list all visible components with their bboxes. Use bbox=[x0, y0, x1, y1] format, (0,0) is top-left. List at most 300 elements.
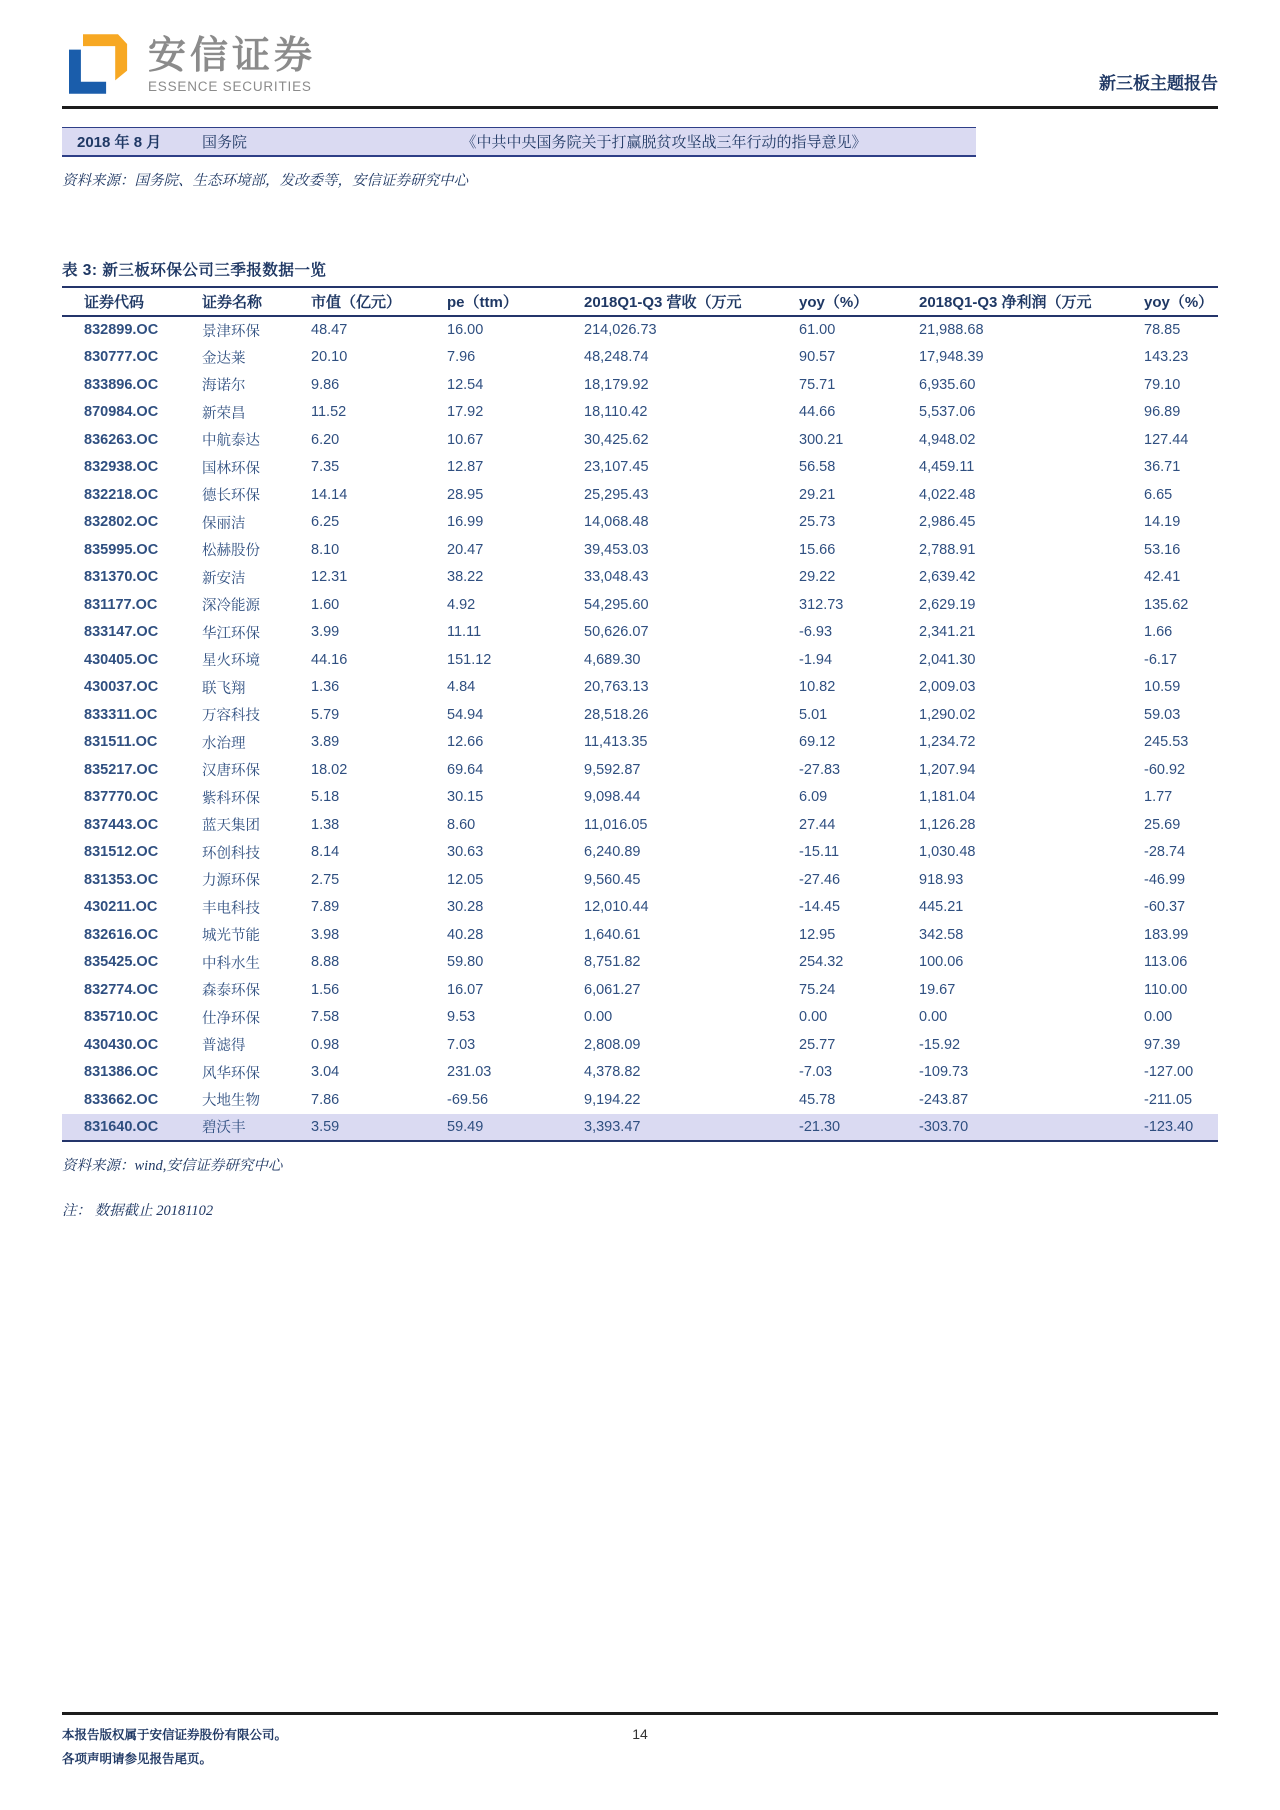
table-cell: 12.87 bbox=[447, 459, 484, 476]
table-cell: 9,560.45 bbox=[584, 871, 641, 888]
table-cell: 245.53 bbox=[1144, 734, 1189, 751]
table-cell: 星火环境 bbox=[202, 653, 260, 670]
table-cell: 新安洁 bbox=[202, 570, 246, 587]
table-cell: 833662.OC bbox=[84, 1091, 159, 1108]
table-cell: 2,808.09 bbox=[584, 1036, 641, 1053]
table-header-cell: 2018Q1-Q3 净利润（万元 bbox=[919, 287, 1144, 316]
table-cell: 1,290.02 bbox=[919, 706, 976, 723]
table-row bbox=[62, 344, 1218, 372]
table-cell: 833896.OC bbox=[84, 376, 159, 393]
table-cell: 54,295.60 bbox=[584, 596, 649, 613]
table-row bbox=[62, 454, 1218, 482]
table-cell: 丰电科技 bbox=[202, 900, 260, 917]
table-cell: 环创科技 bbox=[202, 845, 260, 862]
table-cell: 75.71 bbox=[799, 376, 836, 393]
table-cell: 12.66 bbox=[447, 734, 484, 751]
table-cell: -27.46 bbox=[799, 871, 841, 888]
essence-securities-logo-icon bbox=[62, 30, 132, 100]
table-cell: 0.98 bbox=[311, 1036, 340, 1053]
table-cell: 国林环保 bbox=[202, 460, 260, 477]
table-cell: 430430.OC bbox=[84, 1036, 159, 1053]
table-cell: 28.95 bbox=[447, 486, 484, 503]
table-cell: 29.22 bbox=[799, 569, 836, 586]
table-cell: 430211.OC bbox=[84, 899, 158, 916]
table-cell: 新荣昌 bbox=[202, 405, 246, 422]
table-cell: 21,988.68 bbox=[919, 322, 984, 339]
table-cell: 50,626.07 bbox=[584, 624, 649, 641]
table-cell: 831511.OC bbox=[84, 734, 158, 751]
table-cell: 保丽洁 bbox=[202, 515, 246, 532]
table-cell: 143.23 bbox=[1144, 349, 1189, 366]
table-cell: 7.86 bbox=[311, 1091, 340, 1108]
table-cell: -21.30 bbox=[799, 1114, 919, 1142]
table-cell: 德长环保 bbox=[202, 488, 260, 505]
table-row bbox=[62, 426, 1218, 454]
table-cell: 8.10 bbox=[311, 541, 340, 558]
table-cell: 4,022.48 bbox=[919, 486, 976, 503]
table-cell: 96.89 bbox=[1144, 404, 1181, 421]
table-cell: 28,518.26 bbox=[584, 706, 649, 723]
table-cell: 8.14 bbox=[311, 844, 340, 861]
table-cell: 430037.OC bbox=[84, 679, 159, 696]
table-row bbox=[62, 591, 1218, 619]
table-cell: 紫科环保 bbox=[202, 790, 260, 807]
table-cell: 48.47 bbox=[311, 322, 348, 339]
table-row bbox=[62, 1114, 1218, 1142]
table-cell: 18,110.42 bbox=[584, 404, 648, 421]
table-cell: -69.56 bbox=[447, 1091, 489, 1108]
table-cell: 53.16 bbox=[1144, 541, 1181, 558]
table-cell: 普滤得 bbox=[202, 1038, 246, 1055]
table-cell: 254.32 bbox=[799, 954, 844, 971]
quarterly-report-table bbox=[62, 286, 1218, 1142]
table-cell: 2,639.42 bbox=[919, 569, 976, 586]
table-cell: 4,378.82 bbox=[584, 1064, 641, 1081]
page-number: 14 bbox=[632, 1726, 648, 1742]
table-cell: 59.80 bbox=[447, 954, 484, 971]
table-cell: 11.11 bbox=[447, 624, 482, 641]
brand-text bbox=[148, 34, 317, 94]
table-cell: -109.73 bbox=[919, 1064, 969, 1081]
table-cell: 183.99 bbox=[1144, 926, 1189, 943]
table-row bbox=[62, 674, 1218, 702]
table-cell: 0.00 bbox=[1144, 1009, 1173, 1026]
table-cell: 4,948.02 bbox=[919, 431, 976, 448]
table-cell: 3.99 bbox=[311, 624, 340, 641]
table-cell: 0.00 bbox=[584, 1009, 613, 1026]
table-cell: 3.98 bbox=[311, 926, 340, 943]
table-cell: 837770.OC bbox=[84, 789, 159, 806]
table-row bbox=[62, 701, 1218, 729]
table-cell: 中科水生 bbox=[202, 955, 260, 972]
table-cell: 联飞翔 bbox=[202, 680, 246, 697]
table-data-note: 注： 数据截止 20181102 bbox=[62, 1203, 214, 1219]
table-cell: 17,948.39 bbox=[919, 349, 984, 366]
table-cell: 48,248.74 bbox=[584, 349, 649, 366]
policy-document-title: 《中共中央国务院关于打赢脱贫攻坚战三年行动的指导意见》 bbox=[461, 135, 867, 151]
table-cell: 8.88 bbox=[311, 954, 340, 971]
table-cell: 0.00 bbox=[799, 1009, 828, 1026]
table-cell: 20.47 bbox=[447, 541, 484, 558]
table-cell: 45.78 bbox=[799, 1091, 836, 1108]
table-cell: 1.56 bbox=[311, 981, 340, 998]
table-cell: 1,181.04 bbox=[919, 789, 976, 806]
table-row bbox=[62, 536, 1218, 564]
table-cell: 1.38 bbox=[311, 816, 340, 833]
table-cell: 0.00 bbox=[919, 1009, 948, 1026]
table-cell: 832616.OC bbox=[84, 926, 159, 943]
table-cell: 11,016.05 bbox=[584, 816, 648, 833]
table-cell: 832899.OC bbox=[84, 322, 159, 339]
table-cell: 18.02 bbox=[311, 761, 348, 778]
table-cell: 7.58 bbox=[311, 1009, 340, 1026]
table-cell: -14.45 bbox=[799, 899, 841, 916]
table-row bbox=[62, 784, 1218, 812]
table-cell: 42.41 bbox=[1144, 569, 1181, 586]
policy-row bbox=[62, 127, 976, 157]
footer-divider bbox=[62, 1712, 1218, 1715]
table-cell: 831640.OC bbox=[62, 1114, 202, 1142]
table-cell: 6.20 bbox=[311, 431, 340, 448]
table-source-note: 资料来源：wind,安信证券研究中心 bbox=[62, 1158, 283, 1174]
table-header bbox=[62, 287, 1218, 316]
table-cell: 14.14 bbox=[311, 486, 348, 503]
table-header-cell: 市值（亿元） bbox=[311, 287, 447, 316]
table-cell: 金达莱 bbox=[202, 350, 246, 367]
table-cell: 300.21 bbox=[799, 431, 844, 448]
table-cell: 5.79 bbox=[311, 706, 340, 723]
table-cell: 39,453.03 bbox=[584, 541, 649, 558]
table-cell: 2,986.45 bbox=[919, 514, 976, 531]
table-row bbox=[62, 811, 1218, 839]
page-header bbox=[62, 0, 1218, 100]
table-row bbox=[62, 371, 1218, 399]
table-cell: 2,629.19 bbox=[919, 596, 976, 613]
table-cell: 30,425.62 bbox=[584, 431, 649, 448]
table-cell: 36.71 bbox=[1144, 459, 1181, 476]
table-cell: 40.28 bbox=[447, 926, 484, 943]
table-cell: 10.59 bbox=[1144, 679, 1181, 696]
table-cell: -211.05 bbox=[1144, 1091, 1193, 1108]
table-cell: 7.89 bbox=[311, 899, 340, 916]
table-cell: 6,061.27 bbox=[584, 981, 641, 998]
table-cell: -243.87 bbox=[919, 1091, 969, 1108]
table-cell: 风华环保 bbox=[202, 1065, 260, 1082]
table-cell: 831386.OC bbox=[84, 1064, 159, 1081]
table-header-cell: pe（ttm） bbox=[447, 287, 584, 316]
table-cell: 69.12 bbox=[799, 734, 836, 751]
table-cell: 430405.OC bbox=[84, 651, 159, 668]
table-row bbox=[62, 894, 1218, 922]
table-cell: 100.06 bbox=[919, 954, 964, 971]
table-cell: 75.24 bbox=[799, 981, 836, 998]
table-cell: 30.28 bbox=[447, 899, 484, 916]
table-cell: 7.96 bbox=[447, 349, 476, 366]
table-cell: 3.89 bbox=[311, 734, 340, 751]
table-cell: 2,788.91 bbox=[919, 541, 976, 558]
table-cell: 8.60 bbox=[447, 816, 476, 833]
table-cell: 835217.OC bbox=[84, 761, 159, 778]
table-cell: -60.92 bbox=[1144, 761, 1186, 778]
brand-name-cn: 安信证券 bbox=[148, 34, 317, 77]
table-cell: 景津环保 bbox=[202, 323, 260, 340]
table-cell: -1.94 bbox=[799, 651, 833, 668]
table-cell: 59.49 bbox=[447, 1114, 584, 1142]
table-cell: 44.66 bbox=[799, 404, 836, 421]
table-cell: 78.85 bbox=[1144, 322, 1181, 339]
table-cell: 59.03 bbox=[1144, 706, 1181, 723]
table-row bbox=[62, 646, 1218, 674]
table-row bbox=[62, 564, 1218, 592]
table-cell: 1,207.94 bbox=[919, 761, 976, 778]
table-cell: 19.67 bbox=[919, 981, 956, 998]
table-cell: 1.36 bbox=[311, 679, 340, 696]
table-cell: -6.93 bbox=[799, 624, 833, 641]
table-cell: 831370.OC bbox=[84, 569, 159, 586]
table-cell: 4,689.30 bbox=[584, 651, 641, 668]
table-cell: 1,126.28 bbox=[919, 816, 976, 833]
table-cell: 海诺尔 bbox=[202, 378, 246, 395]
table-cell: 16.07 bbox=[447, 981, 484, 998]
table-cell: 837443.OC bbox=[84, 816, 159, 833]
table-row bbox=[62, 1031, 1218, 1059]
table-cell: 835995.OC bbox=[84, 541, 159, 558]
table-cell: 5.01 bbox=[799, 706, 828, 723]
table-cell: 松赫股份 bbox=[202, 543, 260, 560]
table-cell: 830777.OC bbox=[84, 349, 159, 366]
table-cell: -27.83 bbox=[799, 761, 841, 778]
table-cell: 69.64 bbox=[447, 761, 484, 778]
table-cell: 20.10 bbox=[311, 349, 348, 366]
table-cell: 5,537.06 bbox=[919, 404, 976, 421]
table-cell: 832774.OC bbox=[84, 981, 159, 998]
table-cell: 9,592.87 bbox=[584, 761, 641, 778]
brand-logo bbox=[62, 30, 316, 100]
table-body bbox=[62, 316, 1218, 1141]
table-cell: 135.62 bbox=[1144, 596, 1189, 613]
table-cell: 56.58 bbox=[799, 459, 836, 476]
policy-table-tail bbox=[62, 127, 976, 157]
table-cell: 29.21 bbox=[799, 486, 836, 503]
table-cell: 835425.OC bbox=[84, 954, 159, 971]
table-cell: 12,010.44 bbox=[584, 899, 649, 916]
table-cell: 832218.OC bbox=[84, 486, 159, 503]
table-cell: 25,295.43 bbox=[584, 486, 649, 503]
table-cell: -127.00 bbox=[1144, 1064, 1194, 1081]
table-cell: 831177.OC bbox=[84, 596, 158, 613]
table-cell: 7.35 bbox=[311, 459, 340, 476]
policy-source-note: 资料来源：国务院、生态环境部，发改委等，安信证券研究中心 bbox=[62, 173, 468, 189]
table-cell: 2,341.21 bbox=[919, 624, 976, 641]
table-cell: 5.18 bbox=[311, 789, 340, 806]
table-cell: 38.22 bbox=[447, 569, 484, 586]
table-header-cell: 证券代码 bbox=[62, 287, 202, 316]
table-cell: 7.03 bbox=[447, 1036, 476, 1053]
table-cell: 870984.OC bbox=[84, 404, 159, 421]
table-cell: 110.00 bbox=[1144, 981, 1188, 998]
table-cell: 万容科技 bbox=[202, 708, 260, 725]
footer-copyright-line: 本报告版权属于安信证券股份有限公司。 bbox=[62, 1728, 288, 1742]
table-row bbox=[62, 481, 1218, 509]
table-row bbox=[62, 1086, 1218, 1114]
table-row bbox=[62, 976, 1218, 1004]
table-cell: 11,413.35 bbox=[584, 734, 648, 751]
table-cell: 2,041.30 bbox=[919, 651, 976, 668]
table-row bbox=[62, 756, 1218, 784]
table-cell: 深冷能源 bbox=[202, 598, 260, 615]
table-cell: 17.92 bbox=[447, 404, 484, 421]
table-cell: -60.37 bbox=[1144, 899, 1186, 916]
table-header-cell: 证券名称 bbox=[202, 287, 311, 316]
table-cell: 90.57 bbox=[799, 349, 836, 366]
table-row bbox=[62, 921, 1218, 949]
report-type-label: 新三板主题报告 bbox=[1099, 74, 1218, 93]
table-cell: 12.54 bbox=[447, 376, 484, 393]
brand-name-en: ESSENCE SECURITIES bbox=[148, 78, 312, 94]
table-cell: 1,234.72 bbox=[919, 734, 976, 751]
table-cell: 831353.OC bbox=[84, 871, 159, 888]
policy-agency: 国务院 bbox=[202, 135, 248, 151]
footer-statement-line: 各项声明请参见报告尾页。 bbox=[62, 1751, 213, 1766]
table-cell: 9.86 bbox=[311, 376, 340, 393]
table-cell: 44.16 bbox=[311, 651, 348, 668]
table-header-cell: yoy（%） bbox=[799, 287, 919, 316]
table-cell: 中航泰达 bbox=[202, 433, 260, 450]
table-cell: 11.52 bbox=[311, 404, 347, 421]
table-cell: 大地生物 bbox=[202, 1093, 260, 1110]
table-cell: 20,763.13 bbox=[584, 679, 649, 696]
table-cell: 14.19 bbox=[1144, 514, 1181, 531]
table-cell: 1.60 bbox=[311, 596, 340, 613]
table-row bbox=[62, 399, 1218, 427]
table-cell: 832938.OC bbox=[84, 459, 159, 476]
table-cell: 华江环保 bbox=[202, 625, 260, 642]
table-row bbox=[62, 866, 1218, 894]
table-cell: 8,751.82 bbox=[584, 954, 641, 971]
table-cell: 25.73 bbox=[799, 514, 836, 531]
header-divider bbox=[62, 106, 1218, 109]
table-cell: 214,026.73 bbox=[584, 322, 657, 339]
table-header-row bbox=[62, 287, 1218, 316]
table-cell: 9,194.22 bbox=[584, 1091, 641, 1108]
table-cell: 3.59 bbox=[311, 1114, 447, 1142]
table-cell: 森泰环保 bbox=[202, 983, 260, 1000]
table-cell: 16.00 bbox=[447, 322, 484, 339]
table-row bbox=[62, 729, 1218, 757]
table-cell: 10.82 bbox=[799, 679, 836, 696]
table-cell: 833311.OC bbox=[84, 706, 158, 723]
table-cell: 79.10 bbox=[1144, 376, 1181, 393]
table-header-cell: 2018Q1-Q3 营收（万元 bbox=[584, 287, 799, 316]
table-cell: 4,459.11 bbox=[919, 459, 975, 476]
table-cell: 水治理 bbox=[202, 735, 246, 752]
table-cell: 6,240.89 bbox=[584, 844, 641, 861]
table-cell: 16.99 bbox=[447, 514, 484, 531]
table-cell: 23,107.45 bbox=[584, 459, 649, 476]
table-cell: 127.44 bbox=[1144, 431, 1189, 448]
table-row bbox=[62, 1004, 1218, 1032]
table-cell: 832802.OC bbox=[84, 514, 159, 531]
table-cell: 3.04 bbox=[311, 1064, 340, 1081]
table-cell: 1,640.61 bbox=[584, 926, 641, 943]
table-cell: 城光节能 bbox=[202, 928, 260, 945]
table-cell: 445.21 bbox=[919, 899, 964, 916]
table-cell: 25.69 bbox=[1144, 816, 1181, 833]
policy-date: 2018 年 8 月 bbox=[77, 134, 162, 151]
table-cell: 2.75 bbox=[311, 871, 340, 888]
table-cell: 54.94 bbox=[447, 706, 484, 723]
table-cell: 25.77 bbox=[799, 1036, 836, 1053]
table-cell: 342.58 bbox=[919, 926, 964, 943]
table-cell: 6.09 bbox=[799, 789, 828, 806]
table-cell: 2,009.03 bbox=[919, 679, 976, 696]
table-cell: 1,030.48 bbox=[919, 844, 976, 861]
table-cell: 30.63 bbox=[447, 844, 484, 861]
table-header-cell: yoy（%） bbox=[1144, 287, 1218, 316]
table-cell: 10.67 bbox=[447, 431, 484, 448]
table-cell: 力源环保 bbox=[202, 873, 260, 890]
table-cell: 9,098.44 bbox=[584, 789, 641, 806]
table-cell: 30.15 bbox=[447, 789, 484, 806]
table-row bbox=[62, 1059, 1218, 1087]
table-cell: 918.93 bbox=[919, 871, 964, 888]
table-cell: 33,048.43 bbox=[584, 569, 649, 586]
table-cell: 231.03 bbox=[447, 1064, 492, 1081]
table-cell: 3,393.47 bbox=[584, 1114, 799, 1142]
table-cell: 仕净环保 bbox=[202, 1010, 260, 1027]
table-cell: 1.66 bbox=[1144, 624, 1173, 641]
table-cell: 27.44 bbox=[799, 816, 836, 833]
table-cell: 4.84 bbox=[447, 679, 476, 696]
table-cell: 833147.OC bbox=[84, 624, 159, 641]
table-cell: -46.99 bbox=[1144, 871, 1186, 888]
table-cell: 汉唐环保 bbox=[202, 763, 260, 780]
table-cell: -15.92 bbox=[919, 1036, 961, 1053]
table-cell: 61.00 bbox=[799, 322, 836, 339]
table-row bbox=[62, 839, 1218, 867]
table-cell: 6,935.60 bbox=[919, 376, 976, 393]
table-row bbox=[62, 949, 1218, 977]
table-cell: -15.11 bbox=[799, 844, 840, 861]
table-cell: 6.65 bbox=[1144, 486, 1173, 503]
table-caption: 表 3: 新三板环保公司三季报数据一览 bbox=[62, 262, 327, 279]
table-cell: 835710.OC bbox=[84, 1009, 159, 1026]
table-cell: 6.25 bbox=[311, 514, 340, 531]
table-cell: -123.40 bbox=[1144, 1114, 1218, 1142]
table-cell: 831512.OC bbox=[84, 844, 159, 861]
table-cell: 312.73 bbox=[799, 596, 844, 613]
table-cell: -28.74 bbox=[1144, 844, 1186, 861]
table-row bbox=[62, 509, 1218, 537]
table-cell: 12.05 bbox=[447, 871, 484, 888]
table-cell: 113.06 bbox=[1144, 954, 1188, 971]
table-cell: 12.95 bbox=[799, 926, 836, 943]
table-row bbox=[62, 316, 1218, 344]
table-cell: -6.17 bbox=[1144, 651, 1178, 668]
table-cell: 9.53 bbox=[447, 1009, 476, 1026]
table-cell: 97.39 bbox=[1144, 1036, 1181, 1053]
table-cell: -303.70 bbox=[919, 1114, 1144, 1142]
table-cell: -7.03 bbox=[799, 1064, 833, 1081]
table-cell: 836263.OC bbox=[84, 431, 159, 448]
table-cell: 1.77 bbox=[1144, 789, 1173, 806]
table-cell: 12.31 bbox=[311, 569, 348, 586]
table-row bbox=[62, 619, 1218, 647]
table-cell: 碧沃丰 bbox=[202, 1114, 311, 1142]
table-cell: 151.12 bbox=[447, 651, 492, 668]
table-cell: 蓝天集团 bbox=[202, 818, 260, 835]
table-cell: 14,068.48 bbox=[584, 514, 649, 531]
